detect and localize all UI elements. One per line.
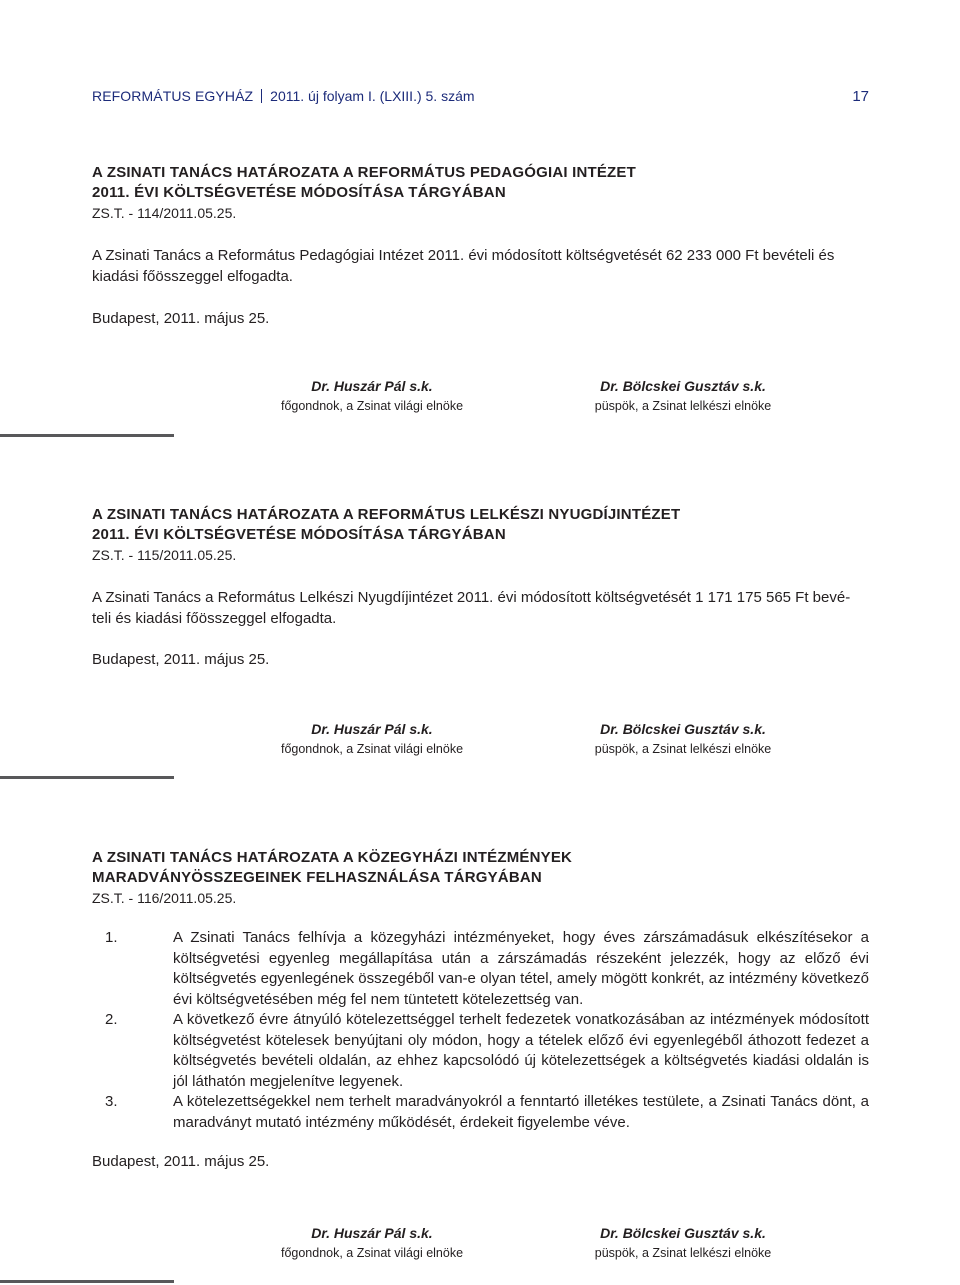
resolution-text: A Zsinati Tanács a Református Pedagógiai Intézet 2011. évi módosított költségvetését 62 233 000 Ft bevételi és: [92, 247, 835, 264]
header-separator: [261, 89, 262, 103]
signature-right: [553, 1223, 813, 1263]
section-title: 2011. ÉVI KÖLTSÉGVETÉSE MÓDOSÍTÁSA TÁRGYÁBAN: [92, 184, 506, 201]
item-number: 3.: [105, 1093, 118, 1110]
place-date: Budapest, 2011. május 25.: [92, 310, 270, 327]
list-item: [92, 928, 869, 1010]
signatory-name: Dr. Bölcskei Gusztáv s.k.: [600, 721, 766, 737]
signatory-role: püspök, a Zsinat lelkészi elnöke: [594, 399, 772, 413]
signatory-name: Dr. Huszár Pál s.k.: [311, 378, 433, 394]
resolution-items: [92, 928, 869, 1133]
place-date: Budapest, 2011. május 25.: [92, 651, 270, 668]
section-divider: [0, 434, 174, 437]
place-date: Budapest, 2011. május 25.: [92, 1153, 270, 1170]
item-number: 2.: [105, 1011, 118, 1028]
section-divider: [0, 776, 174, 779]
resolution-text: A Zsinati Tanács a Református Lelkészi Nyugdíjintézet 2011. évi módosított költségvetését 1 171 175 565 Ft bevé-: [92, 589, 851, 606]
section-title: A ZSINATI TANÁCS HATÁROZATA A REFORMÁTUS PEDAGÓGIAI INTÉZET: [92, 164, 636, 181]
list-item: [92, 1010, 869, 1092]
signature-right: [553, 719, 813, 759]
section-title: A ZSINATI TANÁCS HATÁROZATA A REFORMÁTUS LELKÉSZI NYUGDÍJINTÉZET: [92, 506, 681, 523]
signatory-name: Dr. Bölcskei Gusztáv s.k.: [600, 378, 766, 394]
resolution-reference: ZS.T. - 115/2011.05.25.: [92, 547, 237, 563]
signatory-role: főgondnok, a Zsinat világi elnöke: [280, 399, 464, 413]
signatory-name: Dr. Huszár Pál s.k.: [311, 1225, 433, 1241]
resolution-text: kiadási főösszeggel elfogadta.: [92, 268, 293, 285]
signatory-role: főgondnok, a Zsinat világi elnöke: [280, 1246, 464, 1260]
signature-right: [553, 376, 813, 416]
signature-left: [242, 719, 502, 759]
resolution-115: [92, 505, 869, 670]
section-title: A ZSINATI TANÁCS HATÁROZATA A KÖZEGYHÁZI INTÉZMÉNYEK: [92, 849, 573, 866]
section-title: 2011. ÉVI KÖLTSÉGVETÉSE MÓDOSÍTÁSA TÁRGYÁBAN: [92, 526, 506, 543]
item-text: A kötelezettségekkel nem terhelt maradványokról a fenntartó illetékes testülete, a Zsinati Tanács dönt, a maradványt mutató intézmény működését, érdekeit figyelembe véve.: [173, 1093, 869, 1131]
item-number: 1.: [105, 929, 118, 946]
signatory-role: püspök, a Zsinat lelkészi elnöke: [594, 742, 772, 756]
signature-left: [242, 376, 502, 416]
journal-title: REFORMÁTUS EGYHÁZ: [92, 88, 254, 104]
list-item: [92, 1092, 869, 1133]
item-text: A következő évre átnyúló kötelezettséggel terhelt fedezetek vonatkozásában az intézmények módosított költségvetést kötelesek benyújtani oly módon, hogy a tételek előző évi egyenlegéből áthozott fedezet a költségvetés bevételi oldalán, az ehhez kapcsolódó új kötelezettségek a költségvetés kiadási oldalán is jól láthatón megjelenítve legyenek.: [173, 1011, 869, 1090]
section-title: MARADVÁNYÖSSZEGEINEK FELHASZNÁLÁSA TÁRGYÁBAN: [92, 869, 542, 886]
signatory-role: főgondnok, a Zsinat világi elnöke: [280, 742, 464, 756]
resolution-reference: ZS.T. - 114/2011.05.25.: [92, 205, 237, 221]
item-text: A Zsinati Tanács felhívja a közegyházi intézményeket, hogy éves zárszámadásuk elkészítésekor a költségvetési egyenleg megállapítása után a zárszámadás részeként jelezzék, hogy az előző évi költségvetés egyenlegének összegéből van-e olyan tétel, amely mögött konkrét, az intézmény következő évi költségvetésében még fel nem tüntetett kötelezettség van.: [173, 929, 869, 1008]
resolution-reference: ZS.T. - 116/2011.05.25.: [92, 890, 237, 906]
resolution-text: teli és kiadási főösszeggel elfogadta.: [92, 610, 337, 627]
resolution-116: [92, 848, 869, 1133]
signature-left: [242, 1223, 502, 1263]
issue-info: 2011. új folyam I. (LXIII.) 5. szám: [270, 88, 475, 104]
page-number: 17: [852, 88, 869, 105]
signatory-name: Dr. Bölcskei Gusztáv s.k.: [600, 1225, 766, 1241]
signatory-name: Dr. Huszár Pál s.k.: [311, 721, 433, 737]
signatory-role: püspök, a Zsinat lelkészi elnöke: [594, 1246, 772, 1260]
section-divider: [0, 1280, 174, 1283]
resolution-114: [92, 163, 869, 329]
running-header: [92, 88, 869, 104]
